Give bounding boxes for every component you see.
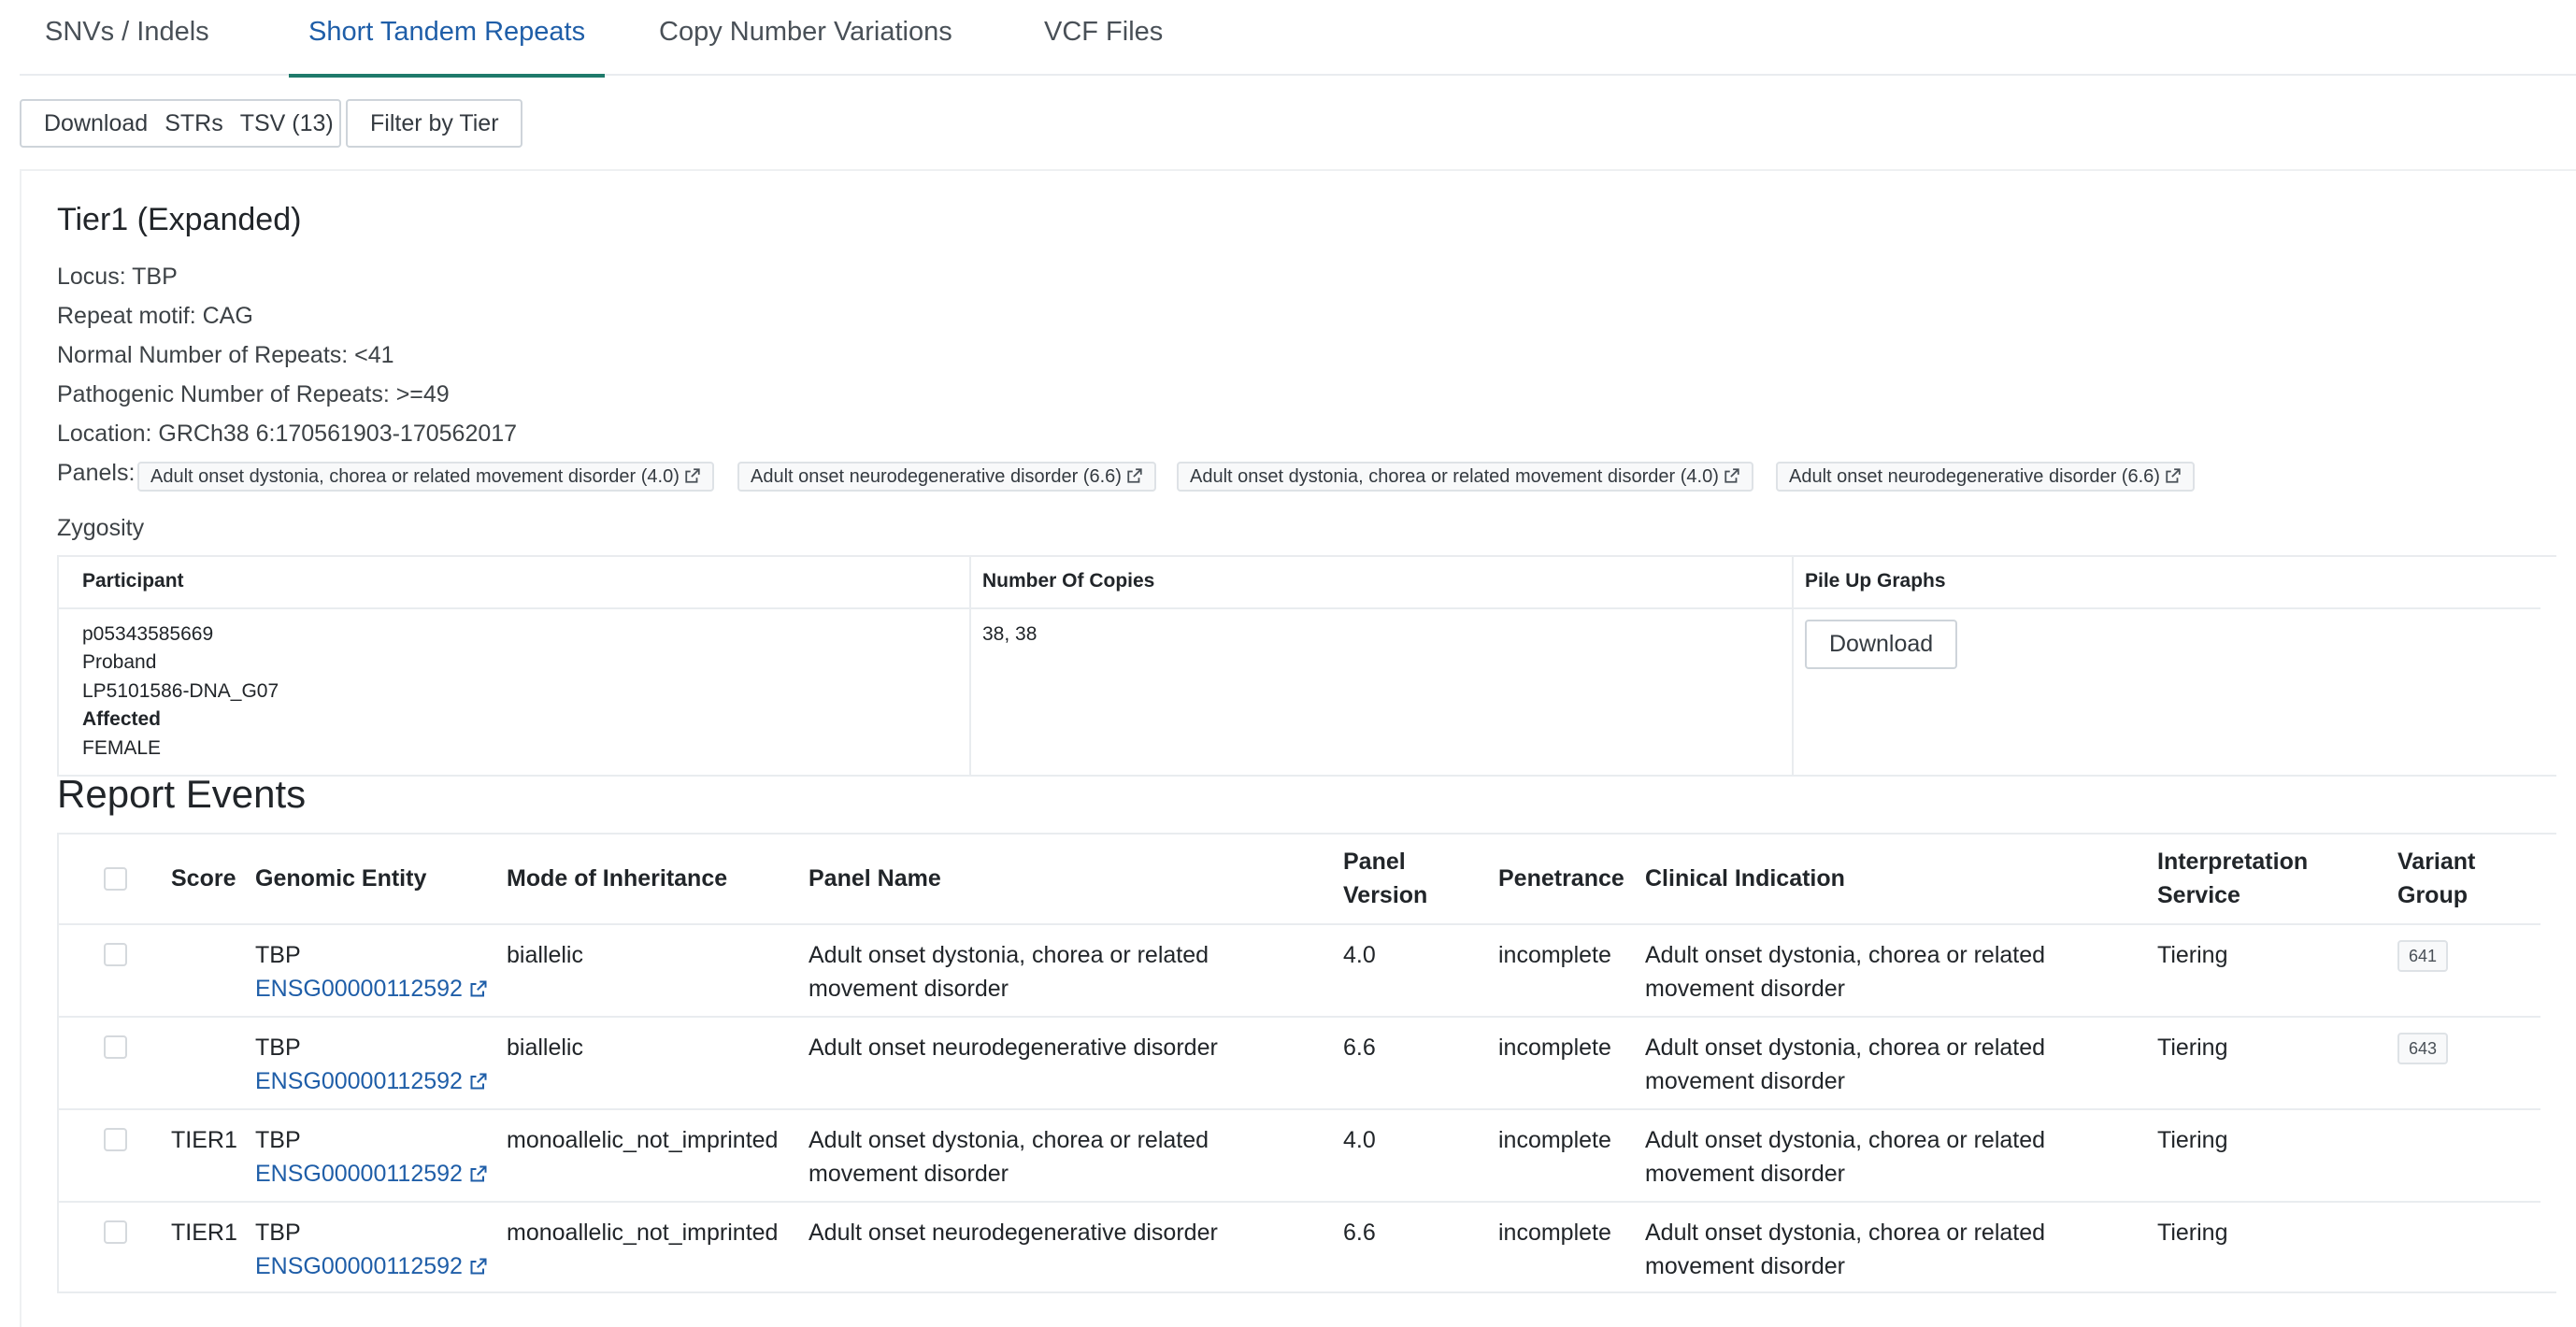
panel-version-header-line1: Panel — [1343, 849, 1406, 875]
zygosity-header-divider — [59, 607, 2540, 609]
clinical-indication-header: Clinical Indication — [1645, 865, 1845, 892]
variant-group-badge: 643 — [2397, 1033, 2448, 1064]
participant-sex: FEMALE — [82, 737, 162, 759]
row-clinical-indication — [1645, 1216, 2045, 1283]
panel-name-line1: Adult onset neurodegenerative disorder — [809, 1220, 1218, 1246]
clinical-indication-line2: movement disorder — [1645, 976, 1845, 1002]
row-moi: biallelic — [507, 942, 583, 968]
external-link-icon — [1724, 467, 1740, 484]
tab-bar — [20, 0, 2576, 76]
row-gene: TBP — [255, 942, 301, 968]
row-interpretation-service: Tiering — [2157, 1220, 2228, 1246]
tab-vcf-files[interactable]: VCF Files — [1044, 17, 1164, 47]
row-panel-version: 6.6 — [1343, 1034, 1376, 1061]
strs-label: STRs — [165, 109, 223, 136]
panels-label: Panels: — [57, 460, 136, 486]
row-gene: TBP — [255, 1034, 301, 1061]
panel-name-header: Panel Name — [809, 865, 941, 892]
row-penetrance: incomplete — [1498, 1034, 1611, 1061]
row-panel-version: 6.6 — [1343, 1220, 1376, 1246]
filter-by-tier-button[interactable]: Filter by Tier — [346, 99, 522, 148]
zygosity-table — [57, 555, 2556, 777]
pathogenic-repeats-text: Pathogenic Number of Repeats: >=49 — [57, 381, 450, 407]
row-clinical-indication — [1645, 1031, 2045, 1098]
clinical-indication-line2: movement disorder — [1645, 1068, 1845, 1094]
ensembl-link[interactable] — [255, 1249, 488, 1283]
external-link-icon — [684, 467, 701, 484]
row-clinical-indication — [1645, 938, 2045, 1006]
clinical-indication-line1: Adult onset dystonia, chorea or related — [1645, 1220, 2046, 1246]
table-row-divider — [59, 923, 2540, 925]
ensembl-link-text: ENSG00000112592 — [255, 1253, 463, 1279]
ensembl-link-text: ENSG00000112592 — [255, 976, 463, 1002]
panel-badge-label: Adult onset dystonia, chorea or related movement disorder (4.0) — [150, 466, 680, 487]
participant-id: p05343585669 — [82, 623, 214, 645]
zygosity-column-divider — [969, 557, 971, 777]
participant-role: Proband — [82, 651, 157, 673]
external-link-icon — [469, 1164, 488, 1183]
external-link-icon — [1126, 467, 1143, 484]
ensembl-link-text: ENSG00000112592 — [255, 1068, 463, 1094]
row-interpretation-service: Tiering — [2157, 1034, 2228, 1061]
locus-text: Locus: TBP — [57, 264, 178, 290]
report-events-title: Report Events — [57, 772, 307, 816]
row-score: TIER1 — [171, 1220, 237, 1246]
tab-copy-number-variations[interactable]: Copy Number Variations — [659, 17, 952, 47]
panel-badge[interactable] — [1776, 462, 2195, 492]
row-panel-name — [809, 1216, 1218, 1249]
row-clinical-indication — [1645, 1123, 2045, 1191]
row-penetrance: incomplete — [1498, 1127, 1611, 1153]
row-score: TIER1 — [171, 1127, 237, 1153]
interpretation-header-line1: Interpretation — [2157, 849, 2309, 875]
participant-header: Participant — [82, 570, 184, 592]
repeat-motif-text: Repeat motif: CAG — [57, 303, 253, 329]
external-link-icon — [469, 979, 488, 998]
ensembl-link[interactable] — [255, 1157, 488, 1191]
row-penetrance: incomplete — [1498, 942, 1611, 968]
row-panel-name — [809, 938, 1209, 1006]
pileup-header: Pile Up Graphs — [1805, 570, 1946, 592]
table-row-divider — [59, 1108, 2540, 1110]
panel-badge[interactable] — [137, 462, 714, 492]
download-strs-tsv-button[interactable] — [20, 99, 341, 148]
row-panel-name — [809, 1123, 1209, 1191]
panel-version-header — [1343, 845, 1427, 912]
penetrance-header: Penetrance — [1498, 865, 1624, 892]
score-header: Score — [171, 865, 236, 892]
panel-badge[interactable] — [737, 462, 1156, 492]
clinical-indication-line1: Adult onset dystonia, chorea or related — [1645, 1034, 2046, 1061]
download-label: Download — [44, 109, 149, 136]
row-moi: monoallelic_not_imprinted — [507, 1220, 779, 1246]
moi-header: Mode of Inheritance — [507, 865, 728, 892]
variant-group-header-line2: Group — [2397, 882, 2468, 908]
panel-name-line1: Adult onset dystonia, chorea or related — [809, 942, 1209, 968]
variant-group-header — [2397, 845, 2475, 912]
panel-name-line2: movement disorder — [809, 1161, 1009, 1187]
row-checkbox[interactable] — [104, 943, 127, 966]
participant-status: Affected — [82, 708, 162, 730]
variant-group-badge: 641 — [2397, 940, 2448, 972]
panel-badge[interactable] — [1177, 462, 1753, 492]
zygosity-column-divider — [1792, 557, 1794, 777]
panel-name-line1: Adult onset neurodegenerative disorder — [809, 1034, 1218, 1061]
panel-badge-label: Adult onset neurodegenerative disorder (6.6) — [1789, 466, 2160, 487]
interpretation-service-header — [2157, 845, 2308, 912]
external-link-icon — [469, 1257, 488, 1276]
variant-group-header-line1: Variant — [2397, 849, 2476, 875]
table-row-divider — [59, 1016, 2540, 1018]
panel-version-header-line2: Version — [1343, 882, 1428, 908]
ensembl-link[interactable] — [255, 972, 488, 1006]
number-of-copies: 38, 38 — [982, 623, 1038, 645]
pileup-download-button[interactable]: Download — [1805, 620, 1957, 669]
tsv-count-label: TSV (13) — [239, 109, 334, 136]
panel-name-line2: movement disorder — [809, 976, 1009, 1002]
row-gene: TBP — [255, 1127, 301, 1153]
panel-badge-label: Adult onset neurodegenerative disorder (6.6) — [751, 466, 1122, 487]
row-interpretation-service: Tiering — [2157, 1127, 2228, 1153]
participant-sample: LP5101586-DNA_G07 — [82, 680, 279, 702]
normal-repeats-text: Normal Number of Repeats: <41 — [57, 342, 394, 368]
row-moi: biallelic — [507, 1034, 583, 1061]
ensembl-link-text: ENSG00000112592 — [255, 1161, 463, 1187]
ensembl-link[interactable] — [255, 1064, 488, 1098]
row-moi: monoallelic_not_imprinted — [507, 1127, 779, 1153]
location-text: Location: GRCh38 6:170561903-170562017 — [57, 421, 518, 447]
tier-title: Tier1 (Expanded) — [57, 202, 302, 237]
tab-snvs-indels[interactable]: SNVs / Indels — [45, 17, 209, 47]
interpretation-header-line2: Service — [2157, 882, 2240, 908]
clinical-indication-line2: movement disorder — [1645, 1161, 1845, 1187]
row-gene: TBP — [255, 1220, 301, 1246]
clinical-indication-line1: Adult onset dystonia, chorea or related — [1645, 1127, 2046, 1153]
row-panel-version: 4.0 — [1343, 942, 1376, 968]
row-panel-version: 4.0 — [1343, 1127, 1376, 1153]
row-checkbox[interactable] — [104, 1220, 127, 1244]
select-all-checkbox[interactable] — [104, 867, 127, 891]
tab-short-tandem-repeats[interactable]: Short Tandem Repeats — [289, 0, 605, 76]
table-row-divider — [59, 1201, 2540, 1203]
zygosity-label: Zygosity — [57, 515, 145, 541]
clinical-indication-line1: Adult onset dystonia, chorea or related — [1645, 942, 2046, 968]
copies-header: Number Of Copies — [982, 570, 1155, 592]
panel-name-line1: Adult onset dystonia, chorea or related — [809, 1127, 1209, 1153]
row-interpretation-service: Tiering — [2157, 942, 2228, 968]
clinical-indication-line2: movement disorder — [1645, 1253, 1845, 1279]
external-link-icon — [2165, 467, 2182, 484]
row-penetrance: incomplete — [1498, 1220, 1611, 1246]
panel-badge-label: Adult onset dystonia, chorea or related movement disorder (4.0) — [1190, 466, 1719, 487]
genomic-entity-header: Genomic Entity — [255, 865, 427, 892]
row-checkbox[interactable] — [104, 1128, 127, 1151]
row-checkbox[interactable] — [104, 1035, 127, 1059]
row-panel-name — [809, 1031, 1218, 1064]
external-link-icon — [469, 1072, 488, 1091]
